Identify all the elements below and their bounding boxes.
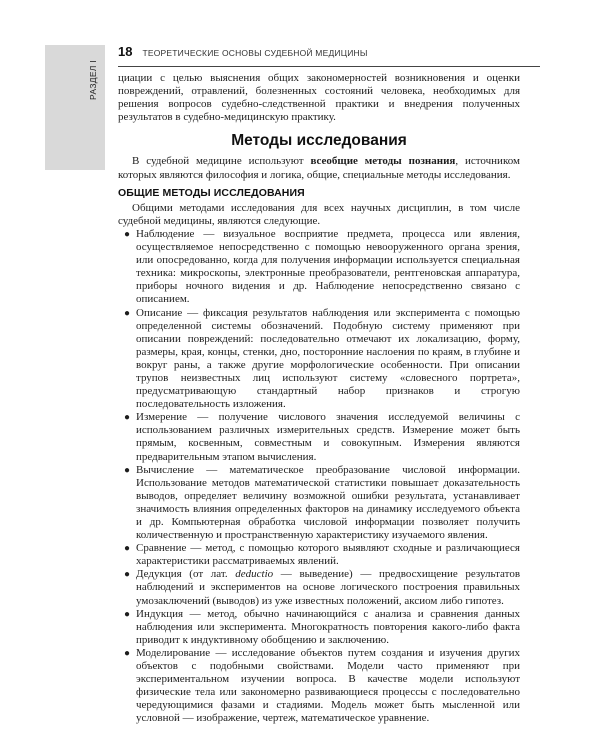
list-item (118, 307, 520, 412)
list-item (118, 464, 520, 543)
list-item (118, 568, 520, 607)
list-item-text: Вычисление — математическое преобразование числовой информации. Использование методов математической статистики повышает доказательность выводов, определяет величину возможной ошибки результата, устанавливает значимость влияния определенных факторов на динамику исследуемого объекта и др. Компьютерная обработка числовой информации позволяет получить количественную и пространственную характеристику изучаемого явления. (136, 463, 520, 542)
methods-list (118, 228, 520, 726)
bullet-icon: ● (124, 307, 131, 319)
bullet-icon: ● (124, 608, 131, 620)
section-paragraph-end: , источником которых являются философия и логика, общие, специальные методы исследования. (118, 155, 520, 181)
intro-paragraph: циации с целью выяснения общих закономерностей возникновения и оценки повреждений, отравлений, болезненных состояний человека, необходимых для решения вопросов судебно-следственной практики и внедрения полученных результатов в судебно-медицинскую практику. (118, 72, 520, 124)
list-item-text: Измерение — получение числового значения исследуемой величины с использованием различных измерительных средств. Измерение может быть прямым, косвенным, совместным и совокупным. Измерения являются предварительным этапом вычисления. (136, 411, 520, 463)
section-title: Методы исследования (231, 132, 407, 150)
section-tab-label: РАЗДЕЛ I (88, 60, 98, 100)
list-item (118, 647, 520, 726)
bullet-icon: ● (124, 228, 131, 240)
list-item-text: Моделирование — исследование объектов путем создания и изучения других объектов с подобными свойствами. Модели часто применяют при экспериментальном изучении вопроса. В качестве модели используют физические тела или закономерно развивающиеся процессы с последовательно чередующимися фазами и стадиями. Модель может быть мысленной или условной — изображение, чертеж, математическое уравнение. (136, 646, 520, 725)
bullet-icon: ● (124, 464, 131, 476)
list-item-text: Сравнение — метод, с помощью которого выявляют сходные и различающиеся характеристики рассматриваемых явлений. (136, 542, 520, 568)
list-item-text-start: Дедукция (от лат. (136, 568, 236, 581)
list-item-text: Описание — фиксация результатов наблюдения или эксперимента с помощью определенной системы обозначений. Подобную систему применяют при описании повреждений: последовательно отмечают их локализацию, форму, размеры, края, концы, стенки, дно, посторонние наслоения по краям, в глубине и вокруг раны, а также другие морфологические особенности. При описании трупов неизвестных лиц используют систему «словесного портрета», предусматривающую стандартный набор признаков и строгую последовательность изложения. (136, 306, 520, 411)
list-item-text: Наблюдение — визуальное восприятие предмета, процесса или явления, осуществляемое непосредственно с помощью невооруженного органа зрения, или опосредованно, когда для получения информации используется специальная техника: микроскопы, электронные преобразователи, рентгеновская аппаратура, приборы ночного видения и др. Наблюдение непосредственно связано с описанием. (136, 227, 520, 306)
list-item-text: Индукция — метод, обычно начинающийся с анализа и сравнения данных наблюдения или эксперимента. Многократность повторения какого-либо факта приводит к индуктивному обобщению и заключению. (136, 607, 520, 646)
subsection-title: ОБЩИЕ МЕТОДЫ ИССЛЕДОВАНИЯ (118, 186, 305, 199)
bullet-icon: ● (124, 543, 131, 555)
page-number: 18 (118, 44, 133, 59)
latin-term: deductio (235, 568, 274, 581)
section-paragraph-emphasis: всеобщие методы познания (310, 155, 456, 168)
section-paragraph-start: В судебной медицине используют (132, 155, 304, 168)
bullet-icon: ● (124, 569, 131, 581)
list-item (118, 542, 520, 568)
bullet-icon: ● (124, 647, 131, 659)
list-item (118, 608, 520, 647)
list-item (118, 411, 520, 463)
page-body (118, 72, 520, 726)
page-header (118, 44, 540, 67)
running-title: ТЕОРЕТИЧЕСКИЕ ОСНОВЫ СУДЕБНОЙ МЕДИЦИНЫ (142, 48, 368, 58)
section-paragraph (118, 155, 520, 181)
list-item (118, 228, 520, 307)
subsection-intro: Общими методами исследования для всех научных дисциплин, в том числе судебной медицины, являются следующие. (118, 201, 520, 227)
list-item-text-end: — выведение) — предвосхищение результатов наблюдений и экспериментов на основе логического построения правильных умозаключений (выводов) из уже известных положений, аксиом либо гипотез. (136, 568, 521, 607)
bullet-icon: ● (124, 412, 131, 424)
